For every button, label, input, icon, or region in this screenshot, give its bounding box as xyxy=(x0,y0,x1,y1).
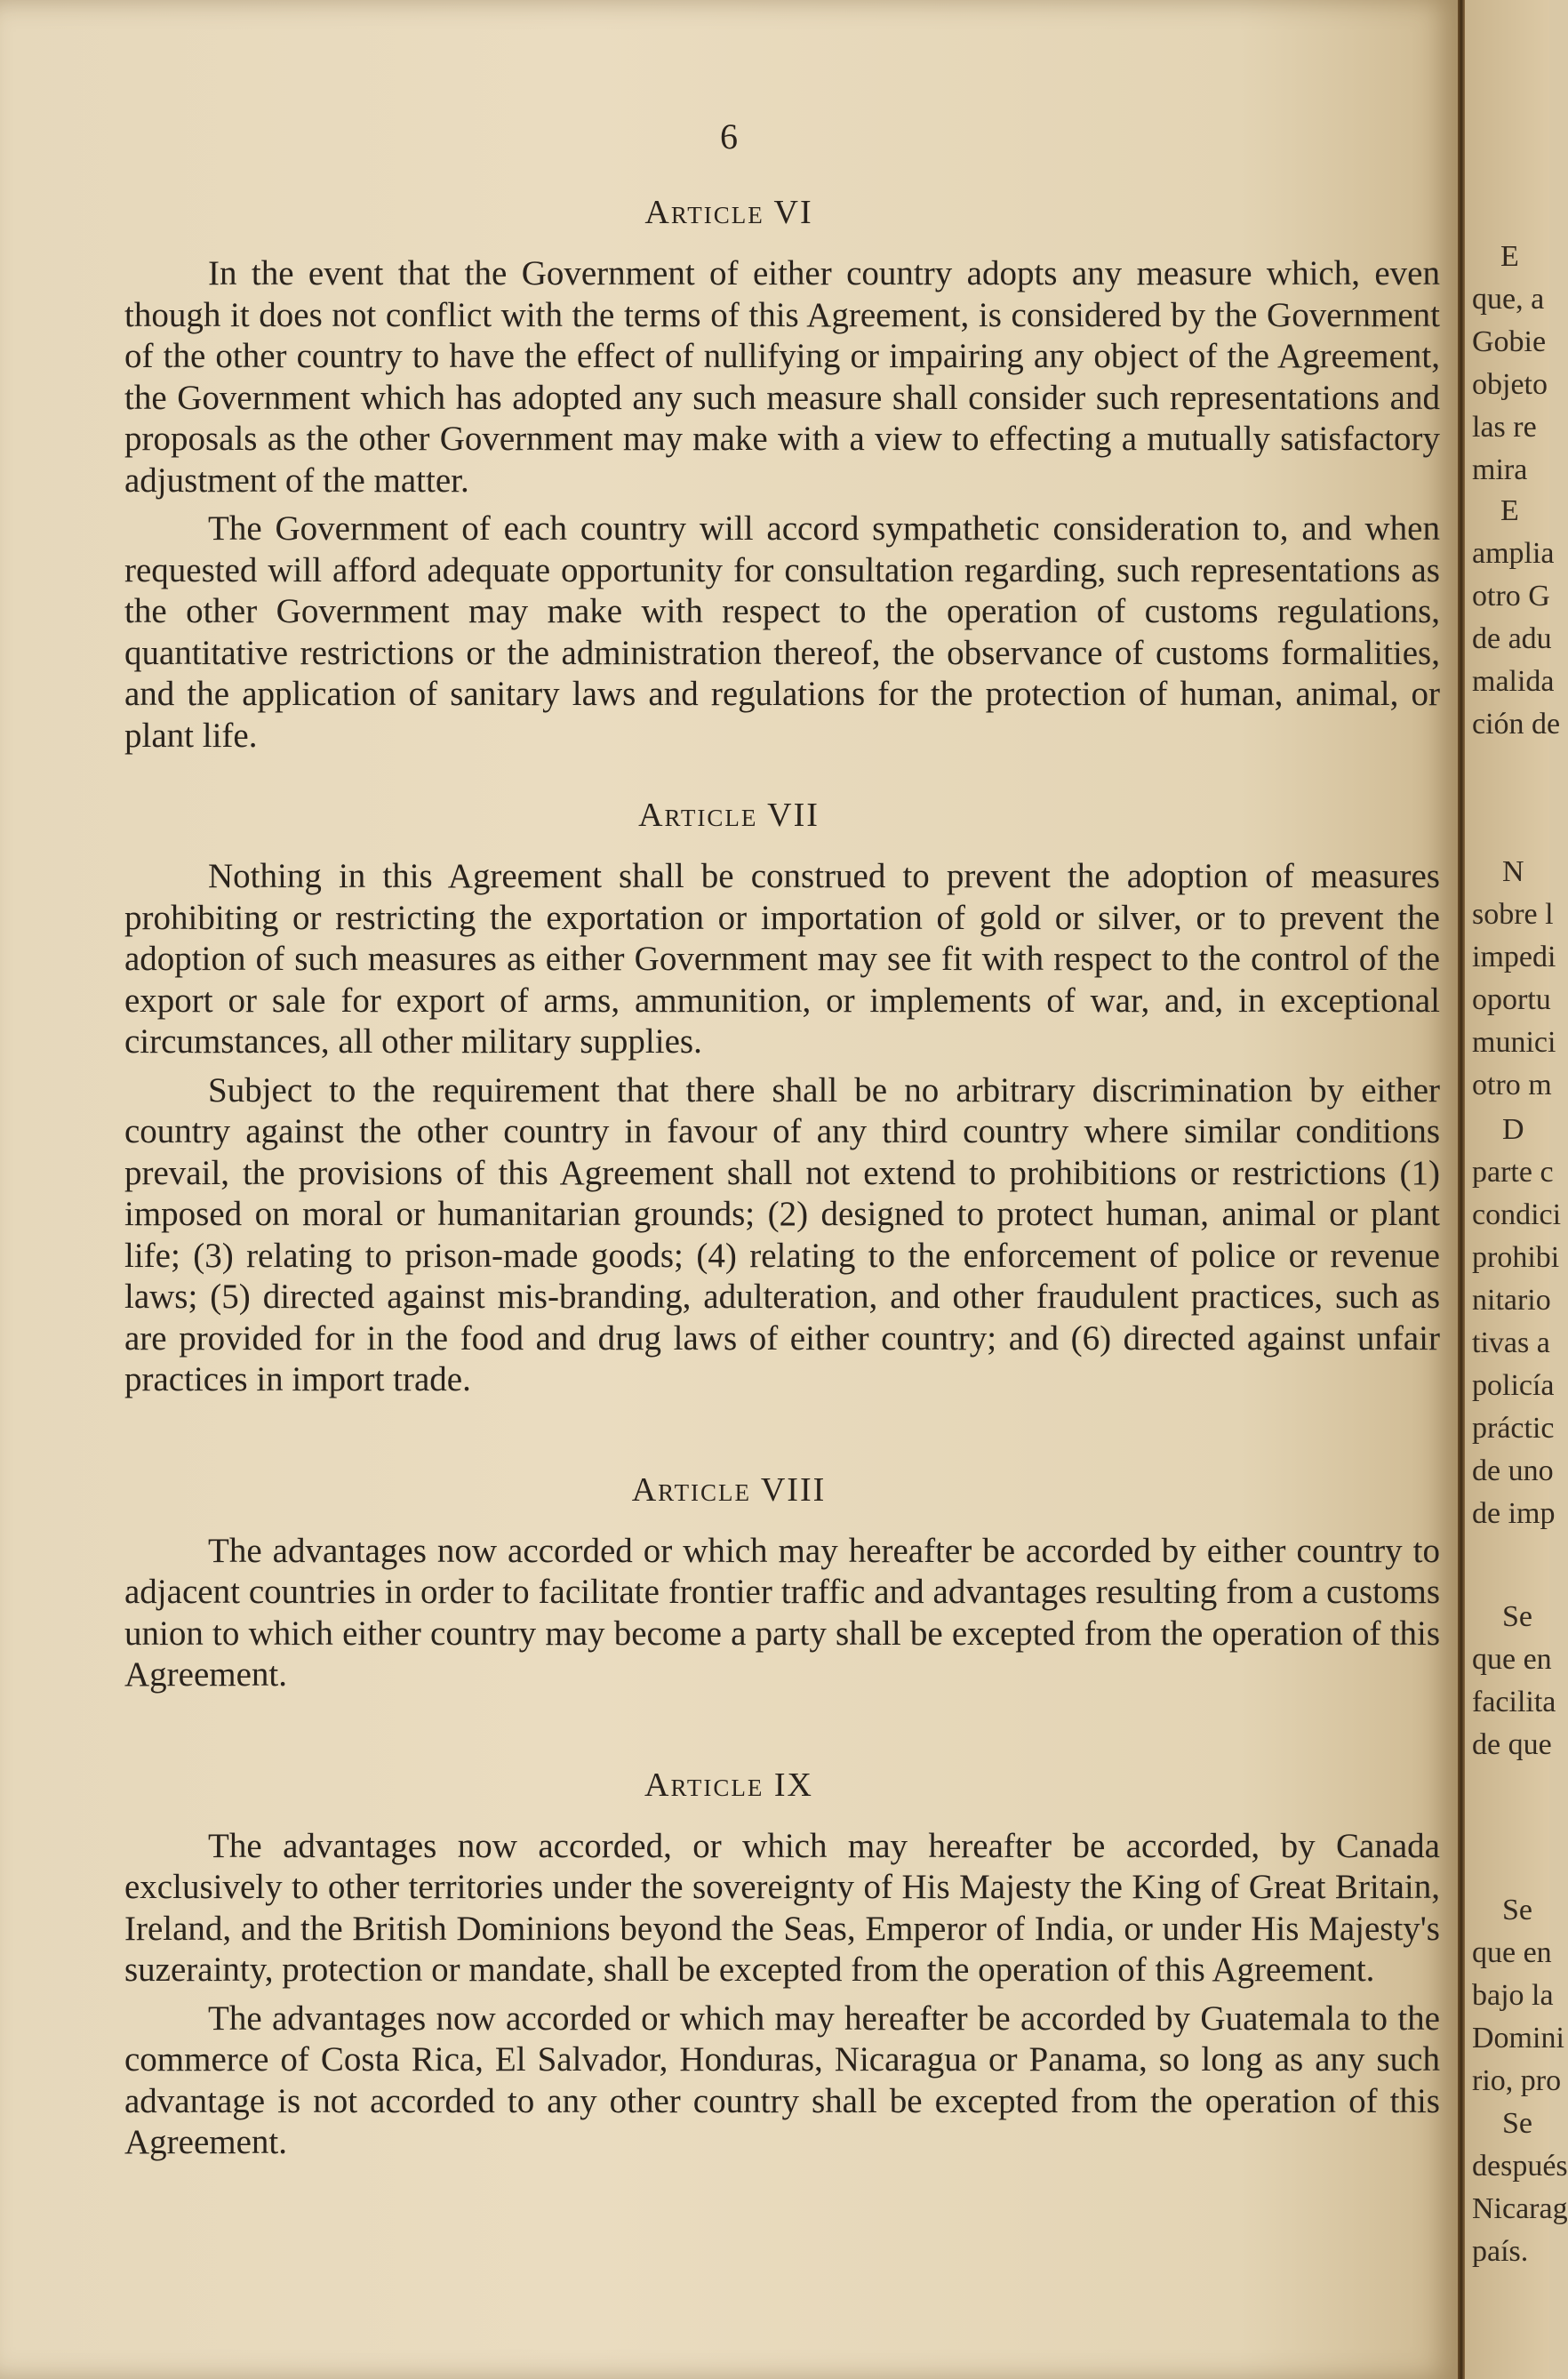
facing-fragment: sobre l xyxy=(1472,898,1554,931)
facing-fragment: munici xyxy=(1472,1026,1556,1059)
facing-fragment: de adu xyxy=(1472,622,1552,655)
paragraph: Nothing in this Agreement shall be construed to prevent the adoption of measures prohibiting or restricting the exportation or importation of gold or silver, or to prevent the adoption of such measures as either Government may see fit with respect to the control of the export or sale for export of arms, ammunition, or implements of war, and, in exceptional circumstances, all other military supplies. xyxy=(124,857,1440,1061)
facing-fragment: que, a xyxy=(1472,283,1545,316)
facing-fragment: de imp xyxy=(1472,1497,1556,1530)
paragraph: The Government of each country will accord sympathetic consideration to, and when requested will afford adequate opportunity for consultation regarding, such representations as the other Government may make with respect to the operation of customs regulations, quantitative restrictions or the administration thereof, the observance of customs formalities, and the application of sanitary laws and regulations for the protection of human, animal, or plant life. xyxy=(124,509,1440,755)
facing-fragment: parte c xyxy=(1472,1156,1554,1189)
facing-fragment: Se xyxy=(1502,1600,1532,1633)
article-vi xyxy=(124,193,1440,757)
facing-fragment: de uno xyxy=(1472,1454,1554,1487)
facing-fragment: rio, pro xyxy=(1472,2064,1562,2097)
facing-fragment: oportu xyxy=(1472,983,1551,1016)
article-heading: Article VI xyxy=(644,194,813,231)
facing-fragment: otro m xyxy=(1472,1069,1552,1101)
facing-fragment: que en xyxy=(1472,1643,1552,1676)
paragraph: Subject to the requirement that there shall be no arbitrary discrimination by either country against the other country in favour of any third country where similar conditions prevail, the provisions of this Agreement shall not extend to prohibitions or restrictions (1) imposed on moral or humanitarian grounds; (2) designed to protect human, animal or plant life; (3) relating to prison-made goods; (4) relating to the enforcement of police or revenue laws; (5) directed against mis-branding, adulteration, and other fraudulent practices, such as are provided for in the food and drug laws of either country; and (6) directed against unfair practices in import trade. xyxy=(124,1070,1440,1398)
facing-fragment: E xyxy=(1500,240,1519,273)
facing-fragment: de que xyxy=(1472,1728,1552,1761)
facing-fragment: objeto xyxy=(1472,368,1548,401)
facing-fragment: Domini xyxy=(1472,2022,1564,2055)
facing-fragment: práctic xyxy=(1472,1412,1555,1445)
article-viii xyxy=(124,1470,1440,1696)
facing-fragment: D xyxy=(1502,1113,1524,1146)
facing-fragment: que en xyxy=(1472,1936,1552,1969)
facing-fragment: facilita xyxy=(1472,1686,1556,1718)
facing-fragment: N xyxy=(1502,855,1524,888)
facing-fragment: país. xyxy=(1472,2235,1529,2268)
paragraph: The advantages now accorded, or which may hereafter be accorded, by Canada exclusively to other territories under the sovereignty of His Majesty the King of Great Britain, Ireland, and the British Dominions beyond the Seas, Emperor of India, or under His Majesty's suzerainty, protection or mandate, shall be excepted from the operation of this Agreement. xyxy=(124,1826,1440,1989)
facing-fragment: bajo la xyxy=(1472,1979,1554,2012)
facing-fragment: impedi xyxy=(1472,941,1556,973)
article-heading: Article VIII xyxy=(631,1470,827,1509)
facing-fragment: Se xyxy=(1502,2107,1532,2140)
page-number: 6 xyxy=(720,116,738,156)
facing-fragment: E xyxy=(1500,494,1519,527)
book-gutter xyxy=(1458,0,1465,2379)
facing-fragment: ción de xyxy=(1472,708,1561,741)
article-heading: Article VII xyxy=(638,797,820,834)
facing-page-edge xyxy=(1465,0,1568,2379)
paragraph: In the event that the Government of either country adopts any measure which, even though it does not conflict with the terms of this Agreement, is considered by the Government of the other country to have the effect of nullifying or impairing any object of the Agreement, the Government which has adopted any such measure shall consider such representations and proposals as the other Government may make with a view to effecting a mutually satisfactory adjustment of the matter. xyxy=(124,254,1440,500)
facing-fragment: condici xyxy=(1472,1198,1562,1231)
facing-fragment: Se xyxy=(1502,1894,1532,1926)
facing-fragment: policía xyxy=(1472,1369,1555,1402)
article-heading: Article IX xyxy=(644,1766,813,1804)
facing-fragment: prohibi xyxy=(1472,1241,1560,1274)
facing-fragment: otro G xyxy=(1472,580,1550,613)
facing-fragment: nitario xyxy=(1472,1284,1551,1317)
facing-fragment: después xyxy=(1472,2150,1568,2183)
facing-fragment: Nicarag xyxy=(1472,2192,1568,2225)
article-ix xyxy=(124,1766,1440,2164)
facing-fragment: mira xyxy=(1472,453,1528,486)
page-content xyxy=(124,116,1440,2171)
facing-fragment: tivas a xyxy=(1472,1326,1550,1359)
paragraph: The advantages now accorded or which may hereafter be accorded by Guatemala to the commerce of Costa Rica, El Salvador, Honduras, Nicaragua or Panama, so long as any such advantage is not accorded to any other country shall be excepted from the operation of this Agreement. xyxy=(124,1999,1440,2161)
paragraph: The advantages now accorded or which may hereafter be accorded by either country to adjacent countries in order to facilitate frontier traffic and advantages resulting from a customs union to which either country may become a party shall be excepted from the operation of this Agreement. xyxy=(124,1531,1440,1694)
facing-fragment: amplia xyxy=(1472,537,1555,570)
article-vii xyxy=(124,796,1440,1401)
facing-fragment: las re xyxy=(1472,411,1537,444)
facing-fragment: Gobie xyxy=(1472,325,1547,358)
facing-fragment: malida xyxy=(1472,665,1555,698)
